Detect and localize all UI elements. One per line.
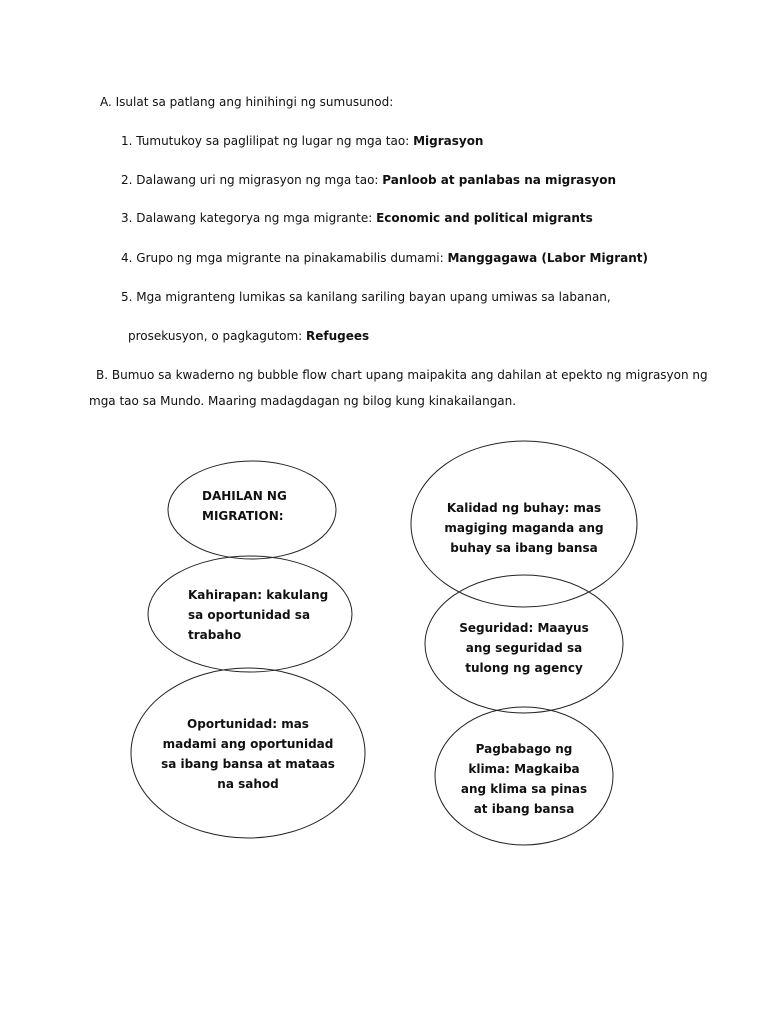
item-1-question: 1. Tumutukoy sa paglilipat ng lugar ng mga tao:	[121, 134, 414, 148]
item-3-question: 3. Dalawang kategorya ng mga migrante:	[121, 211, 377, 225]
bubble-left-1-line-1: DAHILAN NG	[202, 489, 287, 503]
bubble-left-2-line-2: sa oportunidad sa	[188, 608, 311, 622]
bubble-right-2-line-3: tulong ng agency	[465, 661, 583, 675]
bubble-left-3-line-4: na sahod	[217, 777, 279, 791]
bubble-right-3-line-4: at ibang bansa	[473, 802, 575, 816]
bubble-right-2-line-2: ang seguridad sa	[465, 641, 583, 655]
section-b-line-1: B. Bumuo sa kwaderno ng bubble flow chart upang maipakita ang dahilan at epekto ng migrasyon ng	[96, 368, 708, 382]
section-a-heading: A. Isulat sa patlang ang hinihingi ng sumusunod:	[100, 95, 394, 109]
bubble-right-2-line-1: Seguridad: Maayus	[459, 621, 589, 635]
item-2-question: 2. Dalawang uri ng migrasyon ng mga tao:	[121, 173, 383, 187]
bubble-right-3-text	[459, 739, 589, 819]
bubble-right-1-line-3: buhay sa ibang bansa	[450, 541, 598, 555]
item-4-answer: Manggagawa (Labor Migrant)	[447, 251, 648, 265]
bubble-left-2-line-3: trabaho	[188, 628, 242, 642]
bubble-left-3-line-1: Oportunidad: mas	[187, 717, 309, 731]
bubble-left-1-text	[202, 486, 287, 526]
bubble-right-3-line-3: ang klima sa pinas	[460, 782, 588, 796]
bubble-left-3-text	[158, 714, 338, 794]
bubble-left-1-line-2: MIGRATION:	[202, 509, 284, 523]
bubble-right-1-line-1: Kalidad ng buhay: mas	[446, 501, 602, 515]
item-5-question: 5. Mga migranteng lumikas sa kanilang sariling bayan upang umiwas sa labanan,	[121, 290, 611, 304]
bubble-left-3-line-3: sa ibang bansa at mataas	[161, 757, 335, 771]
bubble-right-2-text	[449, 618, 599, 678]
section-b-line-2: mga tao sa Mundo. Maaring madagdagan ng bilog kung kinakailangan.	[89, 394, 517, 408]
bubble-right-1-text	[444, 498, 604, 558]
bubble-left-2-text	[188, 585, 328, 645]
bubble-left-2-line-1: Kahirapan: kakulang	[188, 588, 329, 602]
bubble-left-3-line-2: madami ang oportunidad	[162, 737, 334, 751]
item-1-answer: Migrasyon	[413, 134, 484, 148]
bubble-right-3-line-2: klima: Magkaiba	[468, 762, 580, 776]
item-2-answer: Panloob at panlabas na migrasyon	[382, 173, 617, 187]
item-3-answer: Economic and political migrants	[376, 211, 593, 225]
bubble-right-1-line-2: magiging maganda ang	[444, 521, 604, 535]
bubble-right-3-line-1: Pagbabago ng	[475, 742, 573, 756]
item-5-answer: Refugees	[306, 329, 370, 343]
item-5-cont-text: prosekusyon, o pagkagutom:	[128, 329, 307, 343]
item-4-question: 4. Grupo ng mga migrante na pinakamabilis dumami:	[121, 251, 448, 265]
